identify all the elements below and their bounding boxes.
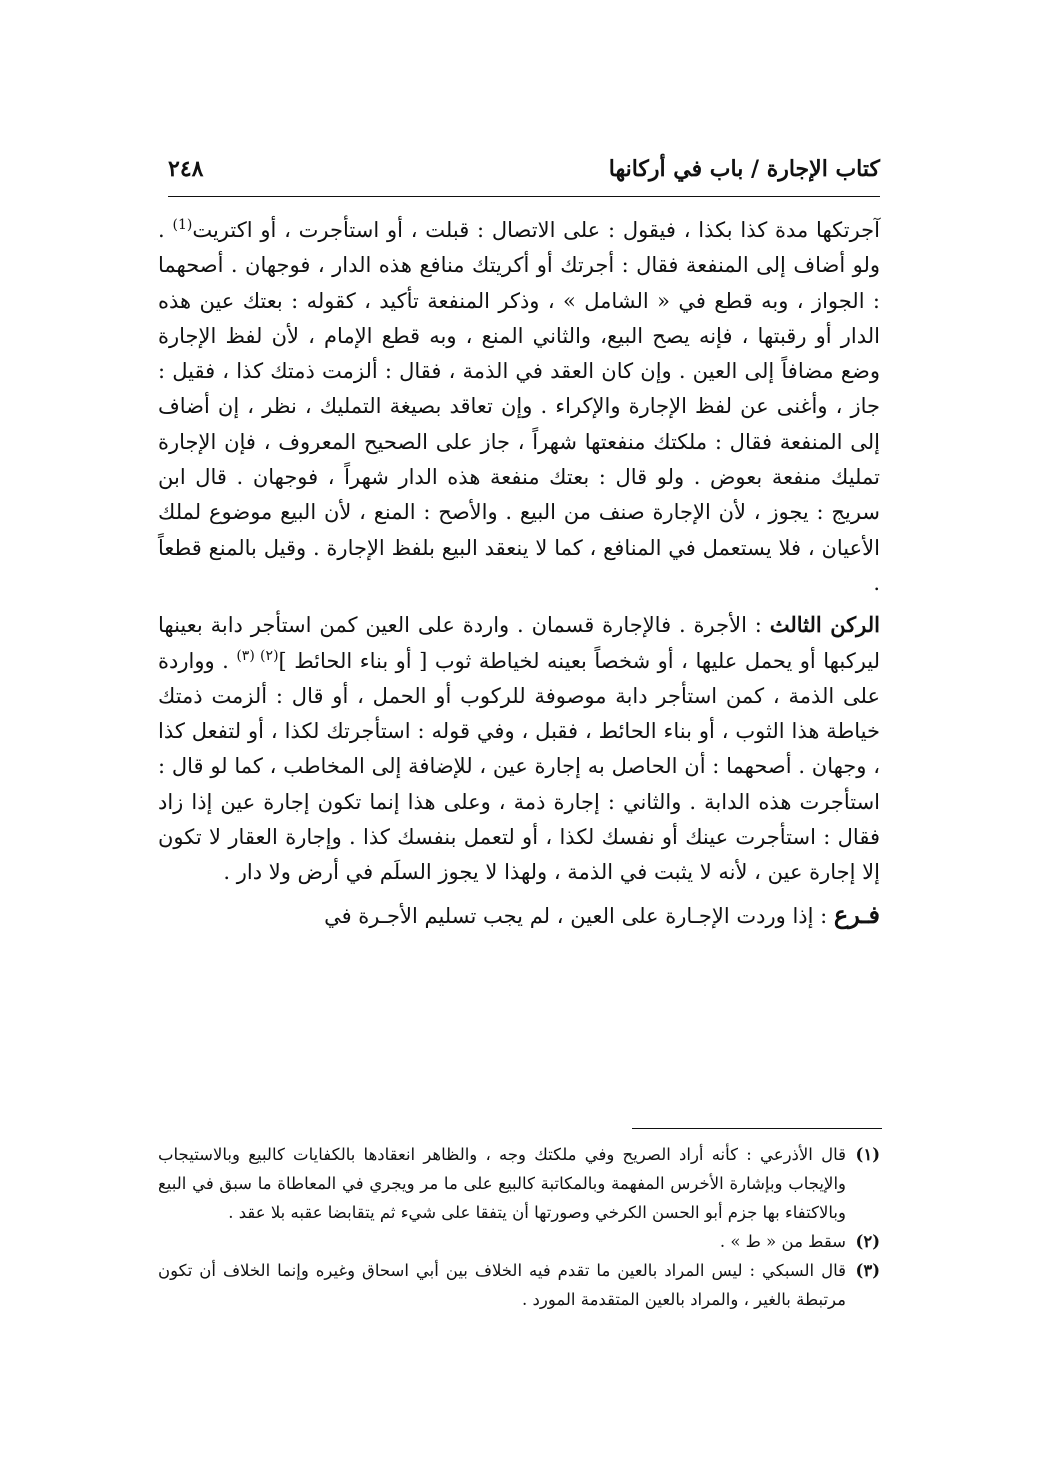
footnote-3-number: (٣) [855,1261,880,1280]
footnote-marker-1[interactable]: (1) [172,217,193,233]
paragraph-2-text: : الأجرة . فالإجارة قسمان . واردة على العين كمن استأجر دابة بعينها ليركبها أو يحمل عليها ، أو شخصاً بعينه لخياطة ثوب [ أو بناء الحائط ] [158,613,881,673]
paragraph-1 [158,213,880,601]
footnote-1 [158,1140,880,1227]
footnotes-section [158,1140,880,1314]
paragraph-1-text-cont: . ولو أضاف إلى المنفعة فقال : أجرتك أو أكريتك منافع هذه الدار ، فوجهان . أصحهما : الجواز ، وبه قطع في « الشامل » ، وذكر المنفعة تأكيد ، كقوله : بعتك عين هذه الدار أو رقبتها ، فإنه يصح البيع، والثاني المنع ، وبه قطع الإمام ، لأن لفظ الإجارة وضع مضافاً إلى العين . وإن كان العقد في الذمة ، فقال : ألزمت ذمتك كذا ، فقيل : جاز ، وأغنى عن لفظ الإجارة والإكراء . وإن تعاقد بصيغة التمليك ، نظر ، إن أضاف إلى المنفعة فقال : ملكتك منفعتها شهراً ، جاز على الصحيح المعروف ، فإن الإجارة تمليك منفعة بعوض . ولو قال : بعتك منفعة هذه الدار شهراً ، فوجهان . قال ابن سريج : يجوز ، لأن الإجارة صنف من البيع . والأصح : المنع ، لأن البيع موضوع لملك الأعيان ، فلا يستعمل في المنافع ، كما لا ينعقد البيع بلفظ الإجارة . وقيل بالمنع قطعاً . [158,218,880,595]
footnote-2-text: سقط من « ط » . [719,1232,846,1251]
footnote-2-number: (٢) [855,1232,880,1251]
footnote-3-text: قال السبكي : ليس المراد بالعين ما تقدم فيه الخلاف بين أبي اسحاق وغيره وإنما الخلاف أن تكون مرتبطة بالغير ، والمراد بالعين المتقدمة المورد . [158,1261,846,1309]
paragraph-1-text: آجرتكها مدة كذا بكذا ، فيقول : على الاتصال : قبلت ، أو استأجرت ، أو اكتريت [192,218,880,242]
footnote-divider [632,1128,882,1129]
paragraph-2 [158,607,880,890]
paragraph-3 [158,897,880,934]
footnote-3 [158,1256,880,1314]
footnote-1-text: قال الأذرعي : كأنه أراد الصريح وفي ملكتك وجه ، والظاهر انعقادها بالكفايات كالبيع وبالاستيجاب والإيجاب وبإشارة الأخرس المفهمة وبالمكاتبة كالبيع على ما مر ويجري في المعاطاة ما سبق في البيع وبالاكتفاء بها جزم أبو الحسن الكرخي وصورتها أن يتفقا على شيء ثم يتقابضا عقبه بلا عقد . [158,1145,846,1222]
paragraph-2-text-cont: . وواردة على الذمة ، كمن استأجر دابة موصوفة للركوب أو الحمل ، أو قال : ألزمت ذمتك خياطة هذا الثوب ، أو بناء الحائط ، فقبل ، وفي قوله : استأجرتك لكذا ، أو لتفعل كذا ، وجهان . أصحهما : أن الحاصل به إجارة عين ، للإضافة إلى المخاطب ، كما لو قال : استأجرت هذه الدابة . والثاني : إجارة ذمة ، وعلى هذا إنما تكون إجارة عين إذا زاد فقال : استأجرت عينك أو نفسك لكذا ، أو لتعمل بنفسك كذا . وإجارة العقار لا تكون إلا إجارة عين ، لأنه لا يثبت في الذمة ، ولهذا لا يجوز السلَم في أرض ولا دار . [158,648,880,885]
running-header [168,150,880,196]
main-body [158,213,880,934]
third-pillar-heading: الركن الثالث [769,612,880,638]
chapter-title: كتاب الإجارة / باب في أركانها [608,156,880,182]
footnote-1-number: (١) [855,1145,880,1164]
page-number: ٢٤٨ [168,156,204,182]
header-divider [168,196,880,197]
paragraph-3-text: : إذا وردت الإجـارة على العين ، لم يجب تسليم الأجـرة في [324,903,834,928]
footnote-marker-2-3[interactable]: (٢) (٣) [236,647,279,664]
footnote-2 [158,1227,880,1256]
branch-heading: فـرع [833,899,880,929]
